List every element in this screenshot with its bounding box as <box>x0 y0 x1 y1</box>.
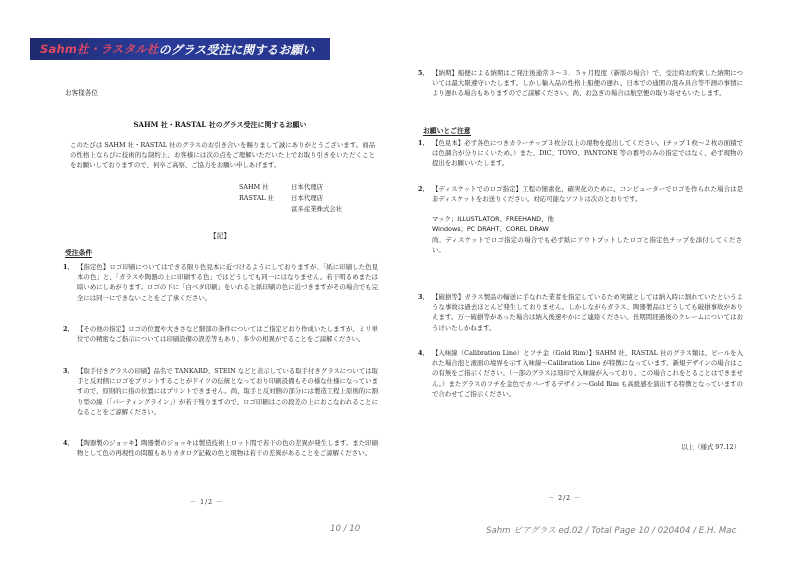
signoff-role: 日本代理店 <box>291 183 323 191</box>
ki-heading: 【記】 <box>209 232 231 240</box>
document-title: SAHM 社・RASTAL 社のグラス受注に関するお願い <box>133 120 307 129</box>
item-number: 1． <box>63 263 74 271</box>
item-text: 【破損等】ガラス製品の輸送に手なれた業者を指定しているため実績としては納入時に割れていたというような事故は過去ほとんど発生しておりません。しかしながらガラス、陶器製品はどうしても破損事故がありえます。万一破損等があった場合は納入後速やかにご連絡ください。長期間経過後のクレームについてはおうけいたしかねます。 <box>432 293 743 332</box>
document-page-2 <box>418 66 748 516</box>
list-item <box>418 184 743 204</box>
item-number: 3． <box>63 367 74 375</box>
item-number: 4． <box>63 439 74 447</box>
closing-note: 以上（様式 97.12） <box>681 443 740 451</box>
intro-paragraph: このたびは SAHM 社・RASTAL 社のグラスのお引き合いを賜りまして誠にありがとうございます。商品の性格上ならびに技術的な制約上、お客様には次の点をご理解いただいた上でお取り引きをいただくことをお願いしておりますので、何卒ご高察、ご協力をお願い申しあげます。 <box>70 141 375 170</box>
item-number: 1． <box>418 139 429 147</box>
item-text: 【入味線（Calibration Line）とフチ金（Gold Rim）】SAHM 社、RASTAL 社のグラス類は、ビールを入れた場合泡と液面の境界を示す入味線～Calibration Line が特徴になっています。新規デザインの場合はこの有無をご指示ください。（一部のグラスは刻印で入味線が入っており、この場合これをとることはできません。）またグラスのフチを金色でカバーするデザイン～Gold Rim も高級感を演出する特徴となっていますので合わせてご指示ください。 <box>432 349 743 398</box>
item-text: 【納期】船便による納期はご発注後通常３～３．５ヶ月程度（新版の場合）で、受注時お約束した納期については最大限遵守いたします。しかし輸入品の性格上船便の遅れ、日本での通関の混み具合等不測の事情により遅れる場合もありますのでご諒解ください。尚、お急ぎの場合は航空便の取り寄せもいたします。 <box>432 69 743 98</box>
item-number: 4． <box>418 349 429 357</box>
list-item <box>63 324 378 344</box>
list-item <box>63 438 378 458</box>
signoff-row <box>239 182 342 193</box>
item-number: 2． <box>418 185 429 193</box>
list-item <box>418 292 743 333</box>
section-title-text: お願いとご注意 <box>423 127 471 135</box>
item-number: 5． <box>418 69 429 77</box>
document-page-1 <box>55 66 385 516</box>
banner-title: のグラス受注に関するお願い <box>158 42 315 57</box>
item-number: 2． <box>63 325 74 333</box>
item-text: 【色見本】必ず各色につきカラーチップ３枚分以上の現物を提出してください。(チップ１枚～２枚の面積では色調合が分りにくいため。）また、DIC、TOYO、PANTONE 等の番号のみの指定ではなく、必ず現物の提出をお願いいたします。 <box>432 139 743 168</box>
banner-highlight: Sahm社・ラスタル社 <box>40 42 159 56</box>
section-title-conditions <box>65 248 92 258</box>
section-title-text: 受注条件 <box>65 249 93 257</box>
page-number: － 2/2 － <box>548 495 582 502</box>
salutation: お客様各位 <box>65 89 98 97</box>
software-mac: マック；ILLUSTLATOR、FREEHAND、他 <box>432 215 554 223</box>
title-banner <box>30 38 330 60</box>
signoff-block <box>239 182 342 215</box>
list-item <box>418 348 743 399</box>
signoff-role: 富多産業株式会社 <box>291 205 343 213</box>
item-number: 3． <box>418 293 429 301</box>
item-text: 【その他の指定】ロゴの位置や大きさなど細部の条件についてはご指定どおり作成いたしますが、ミリ単位での精密なご指示については印刷設備の誤差等もあり、多少の相異がでることをご諒解ください。 <box>77 325 378 344</box>
signoff-company: SAHM 社 <box>239 183 269 191</box>
item-text: 【ディスケットでのロゴ指定】工程の簡素化、確実化のために、コンピューターでロゴを作られた場合は是非ディスケットをお送りください。対応可能なソフトは次のとおりです。 <box>432 185 743 204</box>
item-text: 【指定色】ロゴ印刷についてはできる限り色見本に近づけるようにしておりますが、「紙に印刷した色見本の色」と、「ガラスや陶器の上に印刷する色」ではどうしても同一にはなりません。若干明るめまたは暗いめにしあがります。ロゴの下に「白ベタ印刷」をいれると紙印刷の色に近づきますがその場合でも完全には同一にできないことをご了承ください。 <box>77 263 378 302</box>
item-text: 【取手付きグラスの印刷】品名で TANKARD、STEIN などと表示している取手付きグラスについては取手と反対側にロゴをプリントすることがドイツの伝統となっており印刷設備もその様な仕様になっていますので、原則的に指の位置にはプリントできません。尚、取手と反対側の部分には製造工程上原則的に割り型の線（「パーティングライン」）が若干残りますので、ロゴ印刷はこの段差の上におこなわれることになることをご諒解ください。 <box>77 367 378 416</box>
software-list <box>432 214 742 234</box>
signoff-company: RASTAL 社 <box>239 194 274 202</box>
item-text: 【陶器製のジョッキ】陶器製のジョッキは製造技術上ロット間で若干の色の差異が発生します。また印刷物として色の再現性の問題もありカタログ記載の色と現物は若干の差異があることをご諒解ください。 <box>77 439 378 458</box>
list-item <box>63 366 378 417</box>
footer-info: Sahm ビアグラス ed.02 / Total Page 10 / 020404 / E.H. Mac <box>486 526 737 536</box>
section-title-notes <box>423 126 471 136</box>
list-item <box>418 68 743 99</box>
signoff-row <box>239 204 342 215</box>
list-item <box>63 262 378 303</box>
software-windows: Windows；PC DRAHT、COREL DRAW <box>432 225 549 234</box>
footer-page-count: 10 / 10 <box>330 524 361 534</box>
signoff-row <box>239 193 342 204</box>
signoff-role: 日本代理店 <box>291 194 323 202</box>
software-note: 尚、ディスケットでロゴ指定の場合でも必ず紙にアウトプットしたロゴと指定色チップを添付してください。 <box>432 236 742 255</box>
page-number: － 1/2 － <box>190 499 224 506</box>
list-item <box>418 138 743 169</box>
